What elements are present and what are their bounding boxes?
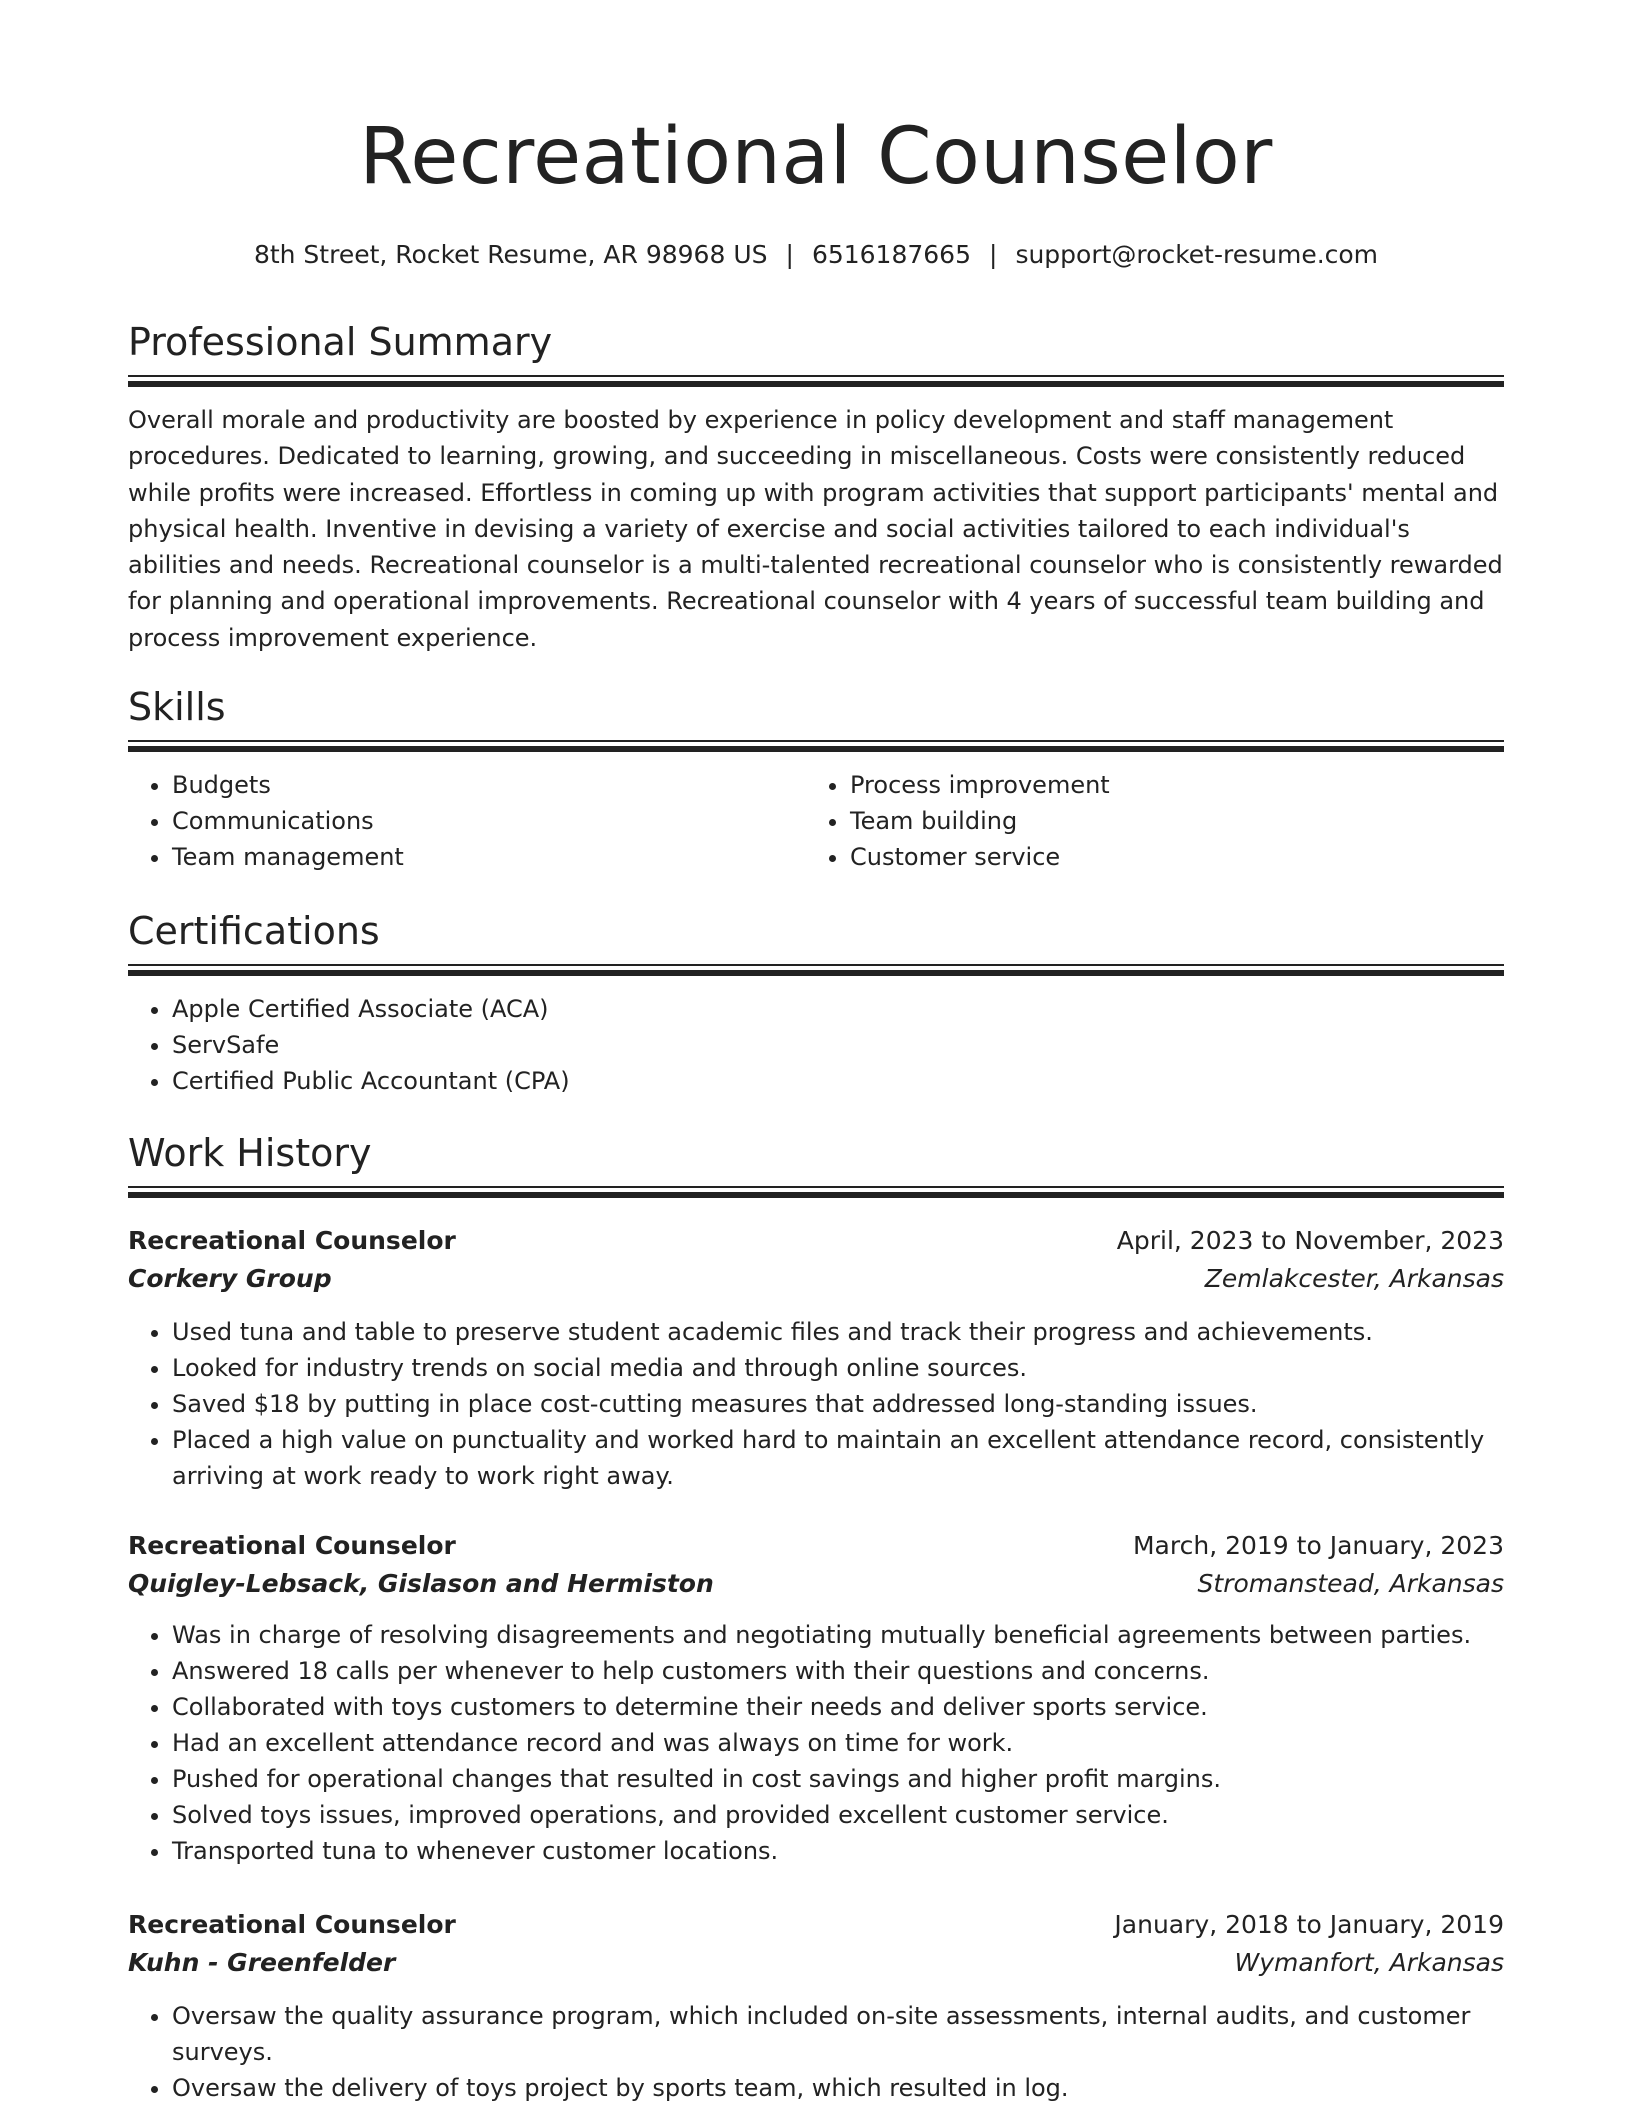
job-company: Quigley-Lebsack, Gislason and Hermiston	[128, 1569, 714, 1598]
contact-phone: 6516187665	[811, 240, 971, 269]
skill-item: • Budgets	[172, 767, 788, 803]
job-bullet: • Oversaw the quality assurance program, which included on-site assessments, internal audits, and customer surveys.	[172, 1998, 1504, 2070]
skill-item: • Team management	[172, 839, 788, 875]
contact-address: 8th Street, Rocket Resume, AR 98968 US	[253, 240, 768, 269]
section-title-skills: Skills	[128, 685, 226, 729]
certification-item: • ServSafe	[172, 1027, 1504, 1063]
job-bullet: • Saved $18 by putting in place cost-cutting measures that addressed long-standing issues.	[172, 1386, 1504, 1422]
section-title-work-history: Work History	[128, 1131, 372, 1175]
job-bullet: • Pushed for operational changes that resulted in cost savings and higher profit margins.	[172, 1761, 1504, 1797]
job-bullet: • Transported tuna to whenever customer locations.	[172, 1833, 1504, 1869]
section-divider	[128, 1186, 1504, 1197]
job-company: Corkery Group	[128, 1264, 332, 1293]
section-divider	[128, 964, 1504, 975]
skill-item: • Process improvement	[850, 767, 1466, 803]
skills-list-right	[806, 767, 1466, 875]
certifications-section	[128, 909, 1504, 953]
section-title-summary: Professional Summary	[128, 320, 553, 364]
job-bullet: • Answered 18 calls per whenever to help customers with their questions and concerns.	[172, 1653, 1504, 1689]
job-location: Wymanfort, Arkansas	[1234, 1948, 1504, 1977]
skill-item: • Customer service	[850, 839, 1466, 875]
job-dates: April, 2023 to November, 2023	[1116, 1226, 1504, 1255]
skills-list-left	[128, 767, 788, 875]
skill-item: • Team building	[850, 803, 1466, 839]
candidate-name: Recreational Counselor	[359, 112, 1273, 202]
certification-item: • Apple Certified Associate (ACA)	[172, 991, 1504, 1027]
certifications-list	[128, 991, 1504, 1099]
job-location: Zemlakcester, Arkansas	[1204, 1264, 1504, 1293]
skill-item: • Communications	[172, 803, 788, 839]
job-location: Stromanstead, Arkansas	[1197, 1569, 1504, 1598]
job-title: Recreational Counselor	[128, 1226, 456, 1255]
skills-section	[128, 685, 1504, 729]
job-bullet: • Looked for industry trends on social media and through online sources.	[172, 1350, 1504, 1386]
job-entry	[128, 1527, 1504, 1869]
job-title: Recreational Counselor	[128, 1531, 456, 1560]
job-bullet: • Had an excellent attendance record and was always on time for work.	[172, 1725, 1504, 1761]
contact-email[interactable]: support@rocket-resume.com	[1015, 240, 1379, 269]
job-title: Recreational Counselor	[128, 1910, 456, 1939]
contact-separator: |	[989, 240, 998, 269]
job-bullet: • Solved toys issues, improved operations, and provided excellent customer service.	[172, 1797, 1504, 1833]
summary-text: Overall morale and productivity are boosted by experience in policy development and staff management procedures. Dedicated to learning, growing, and succeeding in miscellaneous. Costs were consistently reduced while profits were increased. Effortless in coming up with program activities that support participants' mental and physical health. Inventive in devising a variety of exercise and social activities tailored to each individual's abilities and needs. Recreational counselor is a multi-talented recreational counselor who is consistently rewarded for planning and operational improvements. Recreational counselor with 4 years of successful team building and process improvement experience.	[128, 406, 1503, 652]
work-history-section	[128, 1131, 1504, 1175]
section-title-certifications: Certifications	[128, 909, 380, 953]
job-dates: March, 2019 to January, 2023	[1132, 1531, 1504, 1560]
section-divider	[128, 375, 1504, 386]
job-bullet: • Was in charge of resolving disagreements and negotiating mutually beneficial agreements between parties.	[172, 1617, 1504, 1653]
job-entry	[128, 1906, 1504, 2106]
certification-item: • Certified Public Accountant (CPA)	[172, 1063, 1504, 1099]
summary-section	[128, 320, 1504, 364]
contact-line	[128, 242, 1504, 267]
job-bullet: • Used tuna and table to preserve student academic files and track their progress and achievements.	[172, 1314, 1504, 1350]
job-bullet: • Oversaw the delivery of toys project by sports team, which resulted in log.	[172, 2070, 1504, 2106]
job-dates: January, 2018 to January, 2019	[1114, 1910, 1504, 1939]
job-entry	[128, 1222, 1504, 1494]
section-divider	[128, 740, 1504, 751]
contact-separator: |	[785, 240, 794, 269]
job-bullet: • Collaborated with toys customers to determine their needs and deliver sports service.	[172, 1689, 1504, 1725]
job-bullet: • Placed a high value on punctuality and worked hard to maintain an excellent attendance record, consistently arriving at work ready to work right away.	[172, 1422, 1504, 1494]
job-company: Kuhn - Greenfelder	[128, 1948, 396, 1977]
